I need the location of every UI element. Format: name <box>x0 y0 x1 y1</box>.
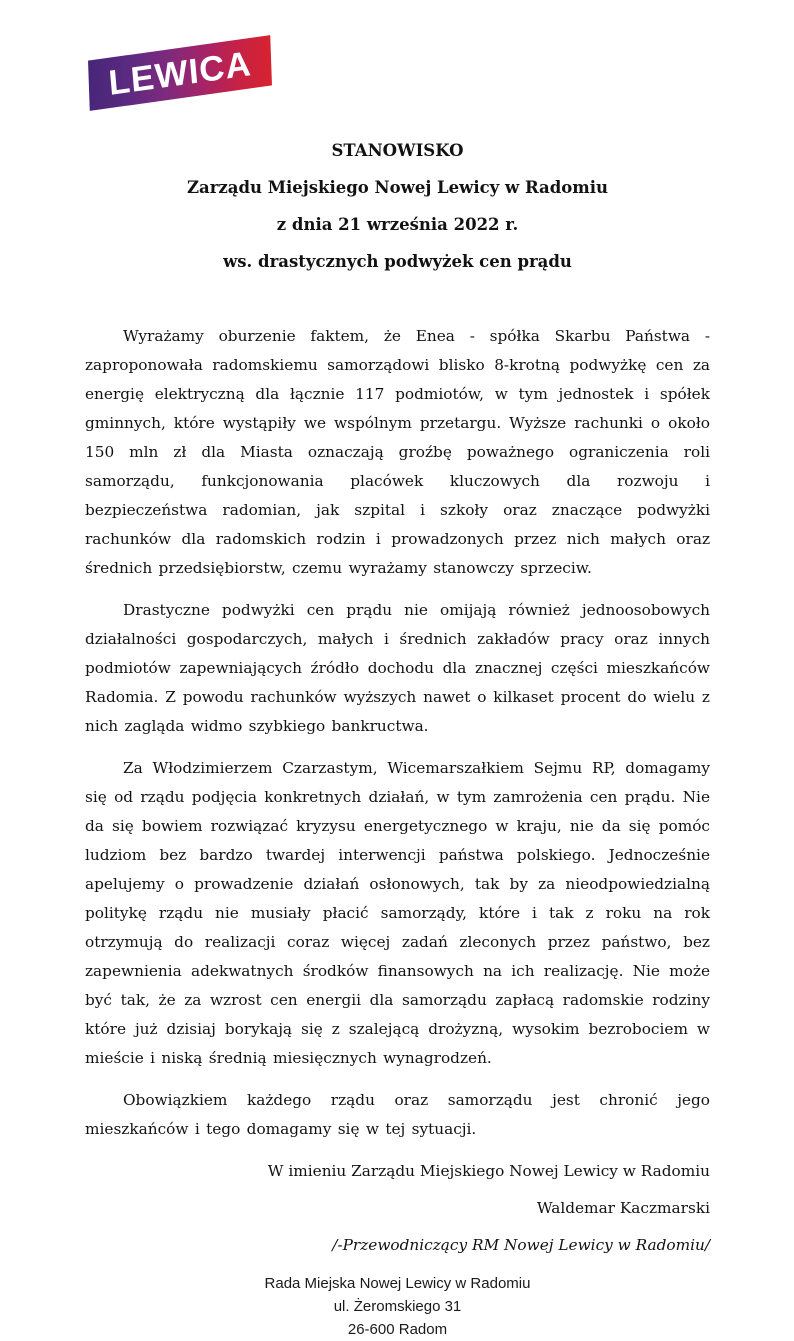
paragraph-2: Drastyczne podwyżki cen prądu nie omijają również jednoosobowych działalności gospodarczych, małych i średnich zakładów pracy oraz innych podmiotów zapewniających źródło dochodu dla znacznej części mieszkańców Radomia. Z powodu rachunków wyższych nawet o kilkaset procent do wielu z nich zagląda widmo szybkiego bankructwa. <box>85 601 710 735</box>
signature-block <box>85 1157 710 1260</box>
heading-title: STANOWISKO <box>331 141 464 160</box>
heading-issuer: Zarządu Miejskiego Nowej Lewicy w Radomiu <box>187 178 608 197</box>
footer-address <box>85 1272 710 1341</box>
heading-date: z dnia 21 września 2022 r. <box>276 215 519 234</box>
signature-role: /-Przewodniczący RM Nowej Lewicy w Radomiu/ <box>332 1236 710 1254</box>
document-content <box>85 142 710 1341</box>
signature-on-behalf: W imieniu Zarządu Miejskiego Nowej Lewicy w Radomiu <box>267 1162 710 1180</box>
heading-subject: ws. drastycznych podwyżek cen prądu <box>223 252 572 271</box>
paragraph-3: Za Włodzimierzem Czarzastym, Wicemarszałkiem Sejmu RP, domagamy się od rządu podjęcia konkretnych działań, w tym zamrożenia cen prądu. Nie da się bowiem rozwiązać kryzysu energetycznego w kraju, nie da się pomóc ludziom bez bardzo twardej interwencji państwa polskiego. Jednocześnie apelujemy o prowadzenie działań osłonowych, tak by za nieodpowiedzialną politykę rządu nie musiały płacić samorządy, które i tak z roku na rok otrzymują do realizacji coraz więcej zadań zleconych przez państwo, bez zapewnienia adekwatnych środków finansowych na ich realizację. Nie może być tak, że za wzrost cen energii dla samorządu zapłacą radomskie rodziny które już dzisiaj borykają się z szalejącą drożyzną, wysokim bezrobociem w mieście i niską średnią miesięcznych wynagrodzeń. <box>85 759 710 1067</box>
footer-city: 26-600 Radom <box>347 1321 448 1338</box>
signature-name: Waldemar Kaczmarski <box>536 1199 710 1217</box>
paragraph-4: Obowiązkiem każdego rządu oraz samorządu jest chronić jego mieszkańców i tego domagamy się w tej sytuacji. <box>85 1091 710 1138</box>
footer-organization: Rada Miejska Nowej Lewicy w Radomiu <box>264 1275 531 1292</box>
document-body <box>85 322 710 1144</box>
lewica-logo-text: LEWICA <box>106 43 254 103</box>
footer-street: ul. Żeromskiego 31 <box>333 1298 462 1315</box>
paragraph-1: Wyrażamy oburzenie faktem, że Enea - spółka Skarbu Państwa - zaproponowała radomskiemu samorządowi blisko 8-krotną podwyżkę cen za energię elektryczną dla łącznie 117 podmiotów, w tym jednostek i spółek gminnych, które wystąpiły we wspólnym przetargu. Wyższe rachunki o około 150 mln zł dla Miasta oznaczają groźbę poważnego ograniczenia roli samorządu, funkcjonowania placówek kluczowych dla rozwoju i bezpieczeństwa radomian, jak szpital i szkoły oraz znaczące podwyżki rachunków dla radomskich rodzin i prowadzonych przez nich małych oraz średnich przedsiębiorstw, czemu wyrażamy stanowczy sprzeciw. <box>85 327 710 577</box>
document-headings <box>85 142 710 270</box>
lewica-logo <box>88 35 272 111</box>
